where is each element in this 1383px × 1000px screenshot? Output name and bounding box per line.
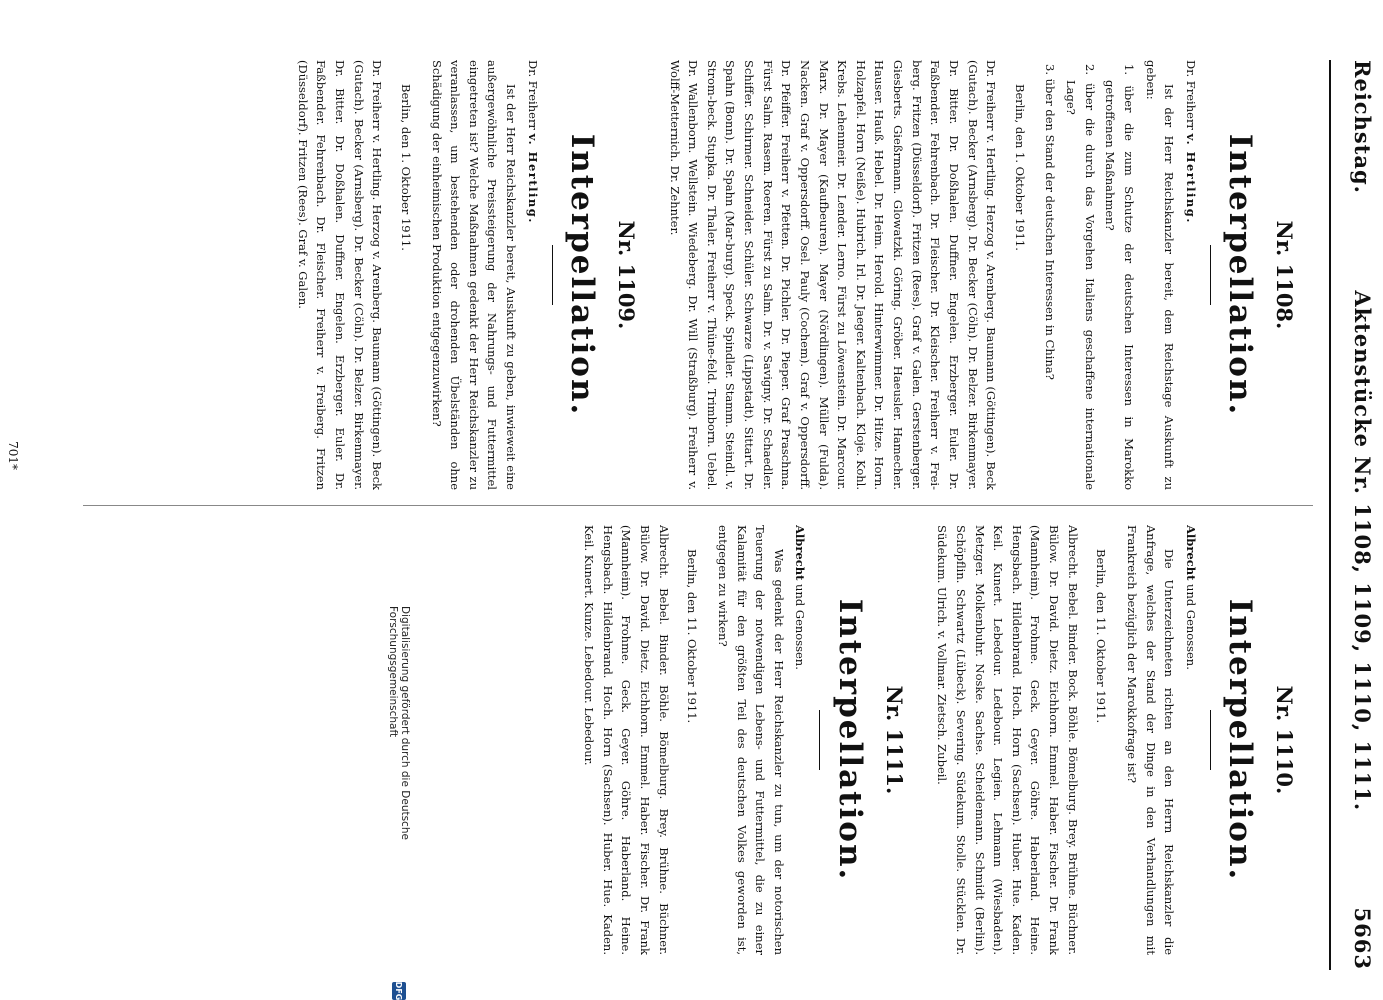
interpellation-1108	[665, 60, 1301, 490]
author-1108	[1181, 60, 1200, 490]
header-page-number: 5663	[1350, 907, 1375, 970]
author-1110	[1181, 525, 1200, 955]
dfg-logo-icon: DFG	[392, 982, 406, 1000]
nr-1109: Nr. 1109.	[613, 220, 639, 330]
title-rule-1111	[819, 710, 820, 770]
question-intro-1108: Ist der Herr Reichskanzler bereit, dem Reichstage Auskunft zu geben:	[1143, 60, 1177, 490]
date-1109: Berlin, den 1. Oktober 1911.	[398, 84, 413, 251]
author-name-1109: v. Hertling.	[525, 133, 540, 224]
question-item-3: 3. über den Stand der deutschen Interessen in China?	[1043, 64, 1058, 380]
nr-1110: Nr. 1110.	[1272, 685, 1297, 795]
footer-mark: 701*	[6, 441, 20, 470]
header-left: Reichstag.	[1350, 60, 1375, 194]
interpellation-1111	[580, 525, 911, 955]
header-rule	[1329, 60, 1331, 970]
question-1110: Die Unterzeichneten richten an den Herrn Reichskanzler die Anfrage, welches der Stand der Dinge in den Verhandlungen mit Frankreich bezüglich der Marokkofrage ist?	[1124, 525, 1177, 955]
author-1111	[791, 525, 810, 955]
date-1108: Berlin, den 1. Oktober 1911.	[1012, 84, 1027, 251]
page-header	[1350, 60, 1375, 970]
right-column	[3, 525, 1323, 955]
left-column	[3, 60, 1323, 490]
digitization-text: Digitalisierung gefördert durch die Deutsche Forschungsgemeinschaft	[387, 606, 411, 840]
signatories-1110: Albrecht. Bebel. Binder. Bock. Böhle. Bömelburg. Brey. Brühne. Büchner. Bülow. Dr. David. Dietz. Eichhorn. Emmel. Haber. Fischer. Dr. Frank (Mannheim). Frohme. Geck. Geyer. Göhre. Haberland. Heine. Hengsbach. Hildenbrand. Hoch. Horn (Sachsen). Huber. Hue. Kaden. Keil. Kunert. Lebedour. Ledebour. Legien. Lehmann (Wiesbaden). Metzger. Molkenbuhr. Noske. Sachse. Scheidemann. Schmidt (Berlin). Schöpflin. Schwartz (Lübeck). Severing. Südekum. Stolle. Stücklen. Dr. Südekum. Ulrich. v. Vollmar. Zietsch. Zubeil.	[935, 525, 1080, 955]
author-suffix-1110: und Genossen.	[1183, 584, 1198, 670]
digitization-note	[383, 0, 415, 1000]
title-1111: Interpellation.	[831, 598, 868, 882]
column-divider	[83, 505, 1313, 506]
title-1110: Interpellation.	[1221, 598, 1258, 882]
title-rule-1110	[1210, 710, 1211, 770]
title-1109: Interpellation.	[563, 133, 600, 417]
question-1109: Ist der Herr Reichskanzler bereit, Auskunft zu geben, inwieweit eine außergewöhnliche Preissteigerung der Nahrungs- und Futtermittel eingetreten ist? Welche Maßnahmen gedenkt der Herr Reichskanzler zu veranlassen, um bestehenden oder drohenden Übelständen ohne Schädigung der einheimischen Produktion entgegenzuwirken?	[429, 60, 519, 490]
author-name-1110: Albrecht	[1183, 525, 1198, 581]
title-rule-1108	[1210, 245, 1211, 305]
date-1111: Berlin, den 11. Oktober 1911.	[685, 549, 700, 724]
interpellation-1109	[293, 60, 643, 490]
title-rule-1109	[552, 245, 553, 305]
date-1110: Berlin, den 11. Oktober 1911.	[1094, 549, 1109, 724]
author-1109	[523, 60, 542, 490]
nr-1108: Nr. 1108.	[1272, 220, 1297, 330]
question-item-2: 2. über die durch das Vorgehen Italiens geschaffene internationale Lage?	[1064, 64, 1097, 490]
signatories-1108: Dr. Freiherr v. Hertling. Herzog v. Arenberg. Baumann (Göttingen). Beck (Gutach). Becker (Arnsberg). Dr. Becker (Cöln). Dr. Belzer. Birkenmayer. Dr. Bitter. Dr. Doßhalen. Duffner. Engelen. Erzberger. Euler. Dr. Faßbender. Fehrenbach. Dr. Fleischer. Dr. Kleischer. Freiherr v. Frei-berg. Fritzen (Düsseldorf). Fritzen (Rees). Graf v. Galen. Gerstenberger. Giesberts. Gießrmann. Glowatzki. Göring. Gröber. Haeusler. Hamecher. Hauser. Hauß. Hebel. Dr. Heim. Herold. Hinterwimmer. Dr. Hitze. Horn. Holzapfel. Horn (Neiße). Hubrich. Irl. Dr. Jaeger. Kaltenbach. Kloje. Kohl. Krebs. Lehenmeir. Dr. Lender. Lerno. Fürst zu Löwenstein. Dr. Marcour. Marx. Dr. Mayer (Kaufbeuren). Mayer (Nördlingen). Müller (Fulda). Nacken. Graf v. Oppersdorff. Osel. Pauly (Cochem). Graf v. Oppersdorff. Dr. Pfeiffer. Freiherr v. Pfetten. Dr. Pichler. Dr. Pieper. Graf Praschma. Fürst Salm. Rasem. Roeren. Fürst zu Salm. Dr. v. Savigny. Dr. Schaedler. Schiffer. Schirmer. Schneider. Schüler. Schwarze (Lippstadt). Sittart. Dr. Spahn (Bonn). Dr. Spahn (Mar-burg). Speck. Spindler. Stamm. Steindl. v. Strom-beck. Stupka. Dr. Thaler. Freiherr v. Thüne-feld. Trimborn. Uebel. Dr. Wallenborn. Wellstein. Wiedeberg. Dr. Will (Straßburg). Freiherr v. Wolff-Metternich. Dr. Zehnter.	[667, 60, 999, 490]
header-center: Aktenstücke Nr. 1108, 1109, 1110, 1111.	[1350, 290, 1375, 812]
title-1108: Interpellation.	[1221, 133, 1258, 417]
interpellation-1110	[933, 525, 1301, 955]
author-prefix-1109: Dr. Freiherr	[525, 60, 540, 130]
question-1111: Was gedenkt der Herr Reichskanzler zu tun, um der notorischen Teuerung der notwendigen Lebens- und Futtermittel, die zu einer Kalamität für den größten Teil des deutschen Volkes geworden ist, entgegen zu wirken?	[715, 525, 786, 955]
signatories-1111: Albrecht. Bebel. Binder. Böhle. Bömelburg. Brey. Brühne. Büchner. Bülow. Dr. David. Dietz. Eichhorn. Emmel. Haber. Fischer. Dr. Frank (Mannheim). Frohme. Geck. Geyer. Göhre. Haberland. Heine. Hengsbach. Hildenbrand. Hoch. Horn (Sachsen). Huber. Hue. Kaden. Keil. Kunert. Kunze. Lebedour. Lebedour.	[582, 525, 671, 955]
author-suffix-1111: und Genossen.	[793, 584, 808, 670]
nr-1111: Nr. 1111.	[881, 685, 907, 795]
author-name-1108: v. Hertling.	[1183, 133, 1198, 224]
question-item-1: 1. über die zum Schutze der deutschen Interessen in Marokko getroffenen Maßnahmen?	[1103, 64, 1136, 490]
author-name-1111: Albrecht	[793, 525, 808, 581]
author-prefix-1108: Dr. Freiherr	[1183, 60, 1198, 130]
signatories-1109: Dr. Freiherr v. Hertling. Herzog v. Arenberg. Baumann (Göttingen). Beck (Gutach). Becker (Arnsberg). Dr. Becker (Cöln). Dr. Belzer. Birkenmayer. Dr. Bitter. Dr. Doßhalen. Duffner. Engelen. Erzberger. Euler. Dr. Faßbender. Fehrenbach. Dr. Fleischer. Freiherr v. Freiberg. Fritzen (Düsseldorf). Fritzen (Rees). Graf v. Galen.	[295, 60, 385, 490]
